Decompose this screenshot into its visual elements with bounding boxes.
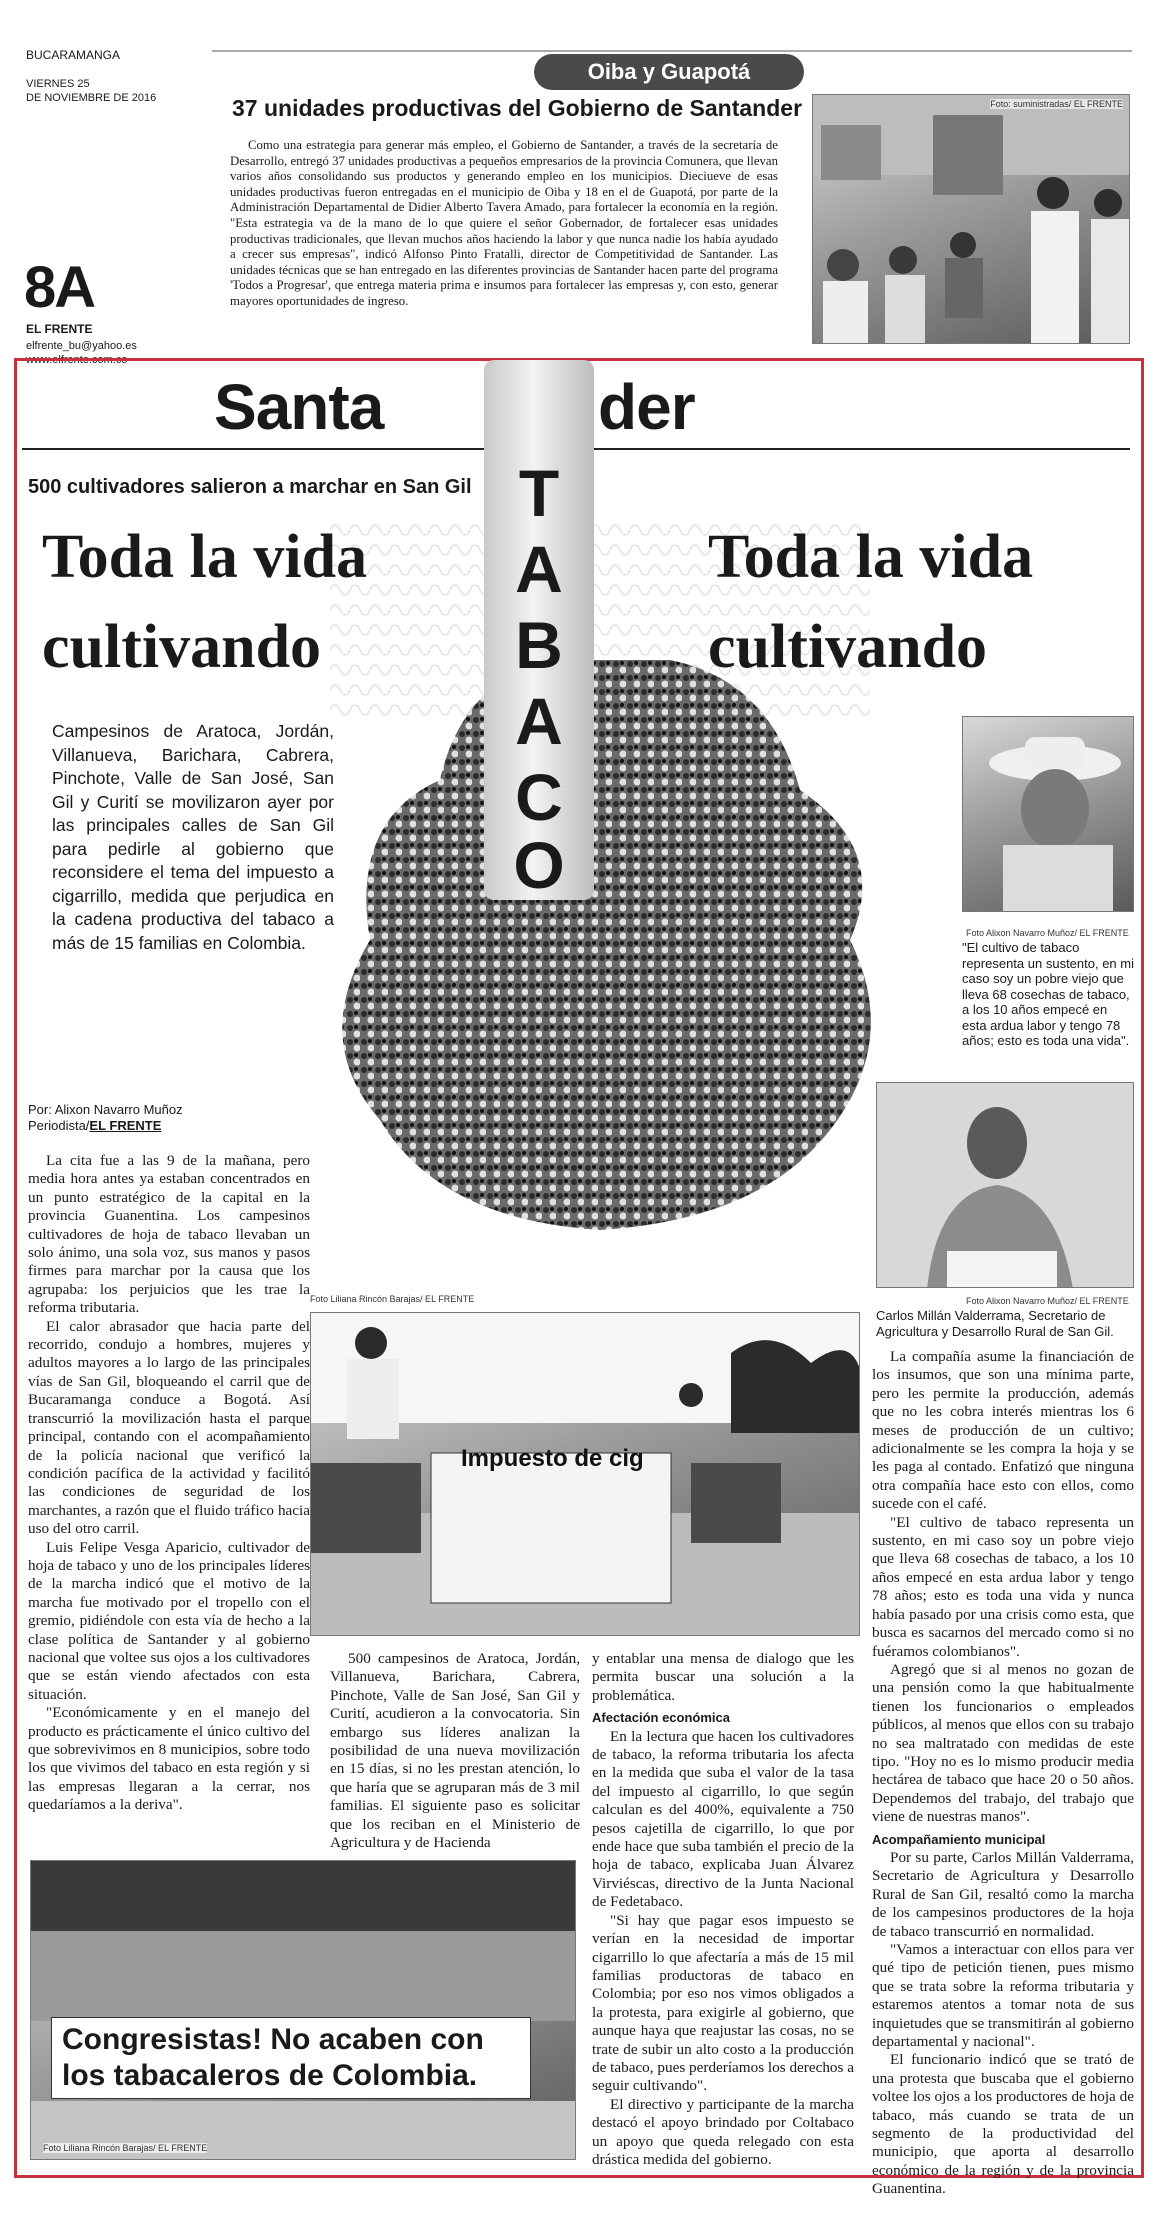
byline-paper: EL FRENTE [89,1118,162,1133]
tabaco-letter: A [515,532,563,606]
section-title-left: Santa [214,371,384,443]
tabaco-pillar [484,360,594,900]
col3-paragraph: "Si hay que pagar esos impuesto se verían en la necesidad de importar cigarrillo lo que afectaría a más de 15 mil familias productoras de tabaco en Colombia; por eso nos vimos obligados a la protesta, para exigirle al gobierno, que aunque haya que reajustar las cosas, no se trate de subir un alto costo a la producción de tabaco, pues perderíamos los derechos a seguir cultivando". [592,1911,854,2095]
portrait1-quote: "El cultivo de tabaco representa un sustento, en mi caso soy un pobre viejo que lleva 68 cosechas de tabaco, a los 10 años empecé en esta ardua labor y tengo 78 años; esto es toda una vida". [962,940,1134,1048]
banner-line-1: Congresistas! No acaben con [62,2023,484,2056]
march-sign-text: Impuesto de cig [461,1445,644,1472]
top-story-body: Como una estrategia para generar más empleo, el Gobierno de Santander, a través de la secretaría de Desarrollo, entregó 37 unidades productivas a pequeños empresarios de la provincia Comunera, que llevan varios años consolidando sus productos y generando empleo en los municipios. Dieciueve de esas unidades productivas fueron entregadas en el municipio de Oiba y 18 en el de Guapotá, por parte de la Administración Departamental de Didier Alberto Tavera Amado, para fortalecer la economía en la región. "Esta estrategia va de la mano de lo que quiere el señor Gobernador, de fortalecer esas unidades productivas tradicionales, que llevan muchos años haciendo la labor y que nunca nadie los había ayudado a crecer sus empresas", indicó Alfonso Pinto Fratalli, director de Competitividad de Santander. Las unidades técnicas que se han entregado en las diferentes provincias de Santander hacen parte del programa 'Todos a Progresar', que entrega materia prima e insumos para fortalecer las empresas y, con esto, generar mayores oportunidades de ingreso. [230,138,778,308]
banner-photo-credit: Foto Liliana Rincón Barajas/ EL FRENTE [43,2143,208,2153]
col1-paragraph: Luis Felipe Vesga Aparicio, cultivador de hoja de tabaco y uno de los principales líderes de la marcha indicó que el motivo de la marcha fue motivado por el tropello con el gremio, pidiéndole con esta vía de hecho a la clase política de Santander y al gobierno nacional que voltee sus ojos a los cultivadores que se están viendo afectados con esta situación. [28,1538,310,1703]
tabaco-letter: A [515,684,563,758]
portrait1-credit: Foto Alixon Navarro Muñoz/ EL FRENTE [966,928,1129,938]
farmer-portrait-icon [963,717,1134,912]
top-story-badge: Oiba y Guapotá [534,54,804,90]
email[interactable]: elfrente_bu@yahoo.es [26,340,137,352]
date-line-1: VIERNES 25 [26,78,90,90]
kicker: 500 cultivadores salieron a marchar en San Gil [28,476,472,498]
col4-paragraph: Agregó que si al menos no gozan de una pensión como la que habitualmente tienen los funcionarios o empleados públicos, al menos que ellos con su trabajo no sea maltratado con medidas de este tipo. "Hoy no es lo mismo producir media hectárea de tabaco que hace 20 o 50 años. Dependemos del trabajo, del trabajo que viene de nuestras manos". [872,1660,1134,1826]
tabaco-letter: C [515,760,563,834]
date-line-2: DE NOVIEMBRE DE 2016 [26,92,157,104]
col1-paragraph: El calor abrasador que hacia parte del recorrido, condujo a hombres, mujeres y adultos mayores a lo largo de las principales vías de San Gil, bloqueando el carril que de Bucaramanga conduce a Bogotá. Así transcurrió la movilización hasta el parque principal, contando con el acompañamiento de la policía nacional que verificó la condición pacífica de la actividad y facilitó las condiciones de seguridad de los marchantes, a razón que el fluido tráfico hacia uso del otro carril. [28,1317,310,1538]
col4-paragraph: El funcionario indicó que se trató de una protesta que buscaba que el gobierno voltee los ojos a los productores de hoja de tabaco, más cuando se trata de un segmento de la productividad del municipio, que aporta al desarrollo económico de la región y de la provincia Guanentina. [872,2051,1134,2198]
col4-paragraph: La compañía asume la financiación de los insumos, que son una mínima parte, pero les permite la producción, además que no les cobra interés mientras los 6 meses de producción de un cultivo; adicionalmente se les compra la hoja y se les paga al contado. Enfatizó que ninguna otra compañía hace esto con ellos, como sucede con el café. [872,1348,1134,1513]
page-number: 8A [24,255,95,320]
march-scene-icon [311,1313,860,1636]
col3-intro: y entablar una mensa de dialogo que les permita buscar una solución a la problemática. [592,1650,854,1704]
portrait-farmer-photo [962,716,1134,912]
secretary-portrait-icon [877,1083,1134,1288]
col3-paragraph: En la lectura que hacen los cultivadores de tabaco, la reforma tributaria los afecta en la medida que suba el valor de la tasa del impuesto al cigarrillo, lo que según calculan es del 400%, equivalente a 750 pesos cajetilla de cigarrillo, lo que por ende hace que suba también el precio de la hoja de tabaco, explicaba Juan Álvarez Virviéscas, directivo de la Junta Nacional de Fedetabaco. [592,1727,854,1911]
col4-paragraph: Por su parte, Carlos Millán Valderrama, Secretario de Agricultura y Desarrollo Rural de San Gil, resaltó como la marcha de los campesinos productores de la hoja de tabaco transcurrió en normalidad. [872,1848,1134,1940]
portrait-secretary-photo [876,1082,1134,1288]
lead-paragraph: Campesinos de Aratoca, Jordán, Villanueva, Barichara, Cabrera, Pinchote, Valle de San José, San Gil y Curití se movilizaron ayer por las principales calles de San Gil para pedirle al gobierno que reconsidere el tema del impuesto a cigarrillo, medida que perjudica en la cadena productiva del tabaco a más de 15 familias en Colombia. [52,721,334,953]
banner-photo [30,1860,576,2160]
meeting-photo-icon [813,95,1130,344]
top-story [212,50,1132,350]
col3-subhead: Afectación económica [592,1710,730,1726]
tabaco-letter: T [518,456,560,530]
column-1 [28,1152,310,1815]
byline-role [28,1118,161,1133]
col3-paragraph: El directivo y participante de la marcha destacó el apoyo brindado por Coltabaco un apoyo que queda relegado con esta drástica medida del gobierno. [592,2095,854,2168]
col2-paragraph: 500 campesinos de Aratoca, Jordán, Villanueva, Barichara, Cabrera, Pinchote, Valle de San José, San Gil y Curití, acudieron a la convocatoria. Sin embargo sus líderes analizan la posibilidad de una nueva movilización en 15 días, si no les prestan atención, lo que haría que se agruparan más de 3 mil familias. El siguiente paso es solicitar que los reciban en el Ministerio de Agricultura y de Hacienda [330,1650,580,1852]
banner-line-2: los tabacaleros de Colombia. [62,2059,478,2092]
paper-name: EL FRENTE [26,322,93,336]
byline: Por: Alixon Navarro Muñoz [28,1102,183,1117]
portrait2-credit: Foto Alixon Navarro Muñoz/ EL FRENTE [966,1296,1129,1306]
col1-paragraph: La cita fue a las 9 de la mañana, pero media hora antes ya estaban concentrados en un punto estratégico de la capital en la provincia Guanentina. Los campesinos cultivadores de hoja de tabaco llevaban un solo ánimo, una sola voz, sus manos y pasos firmes para marchar por la causa que los agrupaba: los perjuicios que les trae la reforma tributaria. [28,1152,310,1317]
tabaco-letter: B [515,608,563,682]
city-label: BUCARAMANGA [26,48,121,62]
col4-paragraph: "El cultivo de tabaco representa un sustento, en mi caso soy un pobre viejo que lleva 68 cosechas de tabaco, a los 10 años empecé en esta ardua labor y tengo 78 años; esto es toda una vida y nunca había pasado por una crisis como esta, que busca es sacarnos del mercado como si no fuéramos colombianos". [872,1513,1134,1660]
col4-subhead: Acompañamiento municipal [872,1831,1046,1847]
col1-paragraph: "Económicamente y en el manejo del producto es prácticamente el único cultivo del que sobrevivimos en 8 municipios, sobre todo los que vivimos del tabaco en esta región y si las empresas llegaran a la cerrar, nos quedaríamos a la deriva". [28,1704,310,1814]
byline-role-text: Periodista/ [28,1118,90,1133]
section-title-right: der [598,371,695,443]
col4-paragraph: "Vamos a interactuar con ellos para ver qué tipo de petición tienen, pues mismo que se trata sobre la reforma tributaria y estaremos atentos a tomar nota de sus inquietudes que se transmitirán al gobierno departamental y nacional". [872,1941,1134,2051]
headline-left-1: Toda la vida [42,523,368,591]
march-photo [310,1312,860,1636]
center-illustration-credit: Foto Liliana Rincón Barajas/ EL FRENTE [310,1294,475,1304]
website[interactable]: www.elfrente.com.co [26,354,128,366]
top-story-photo-credit: Foto: suministradas/ EL FRENTE [990,99,1123,109]
column-2 [330,1650,580,1852]
column-3 [592,1650,854,2169]
banner-sign [51,2017,531,2099]
portrait2-caption: Carlos Millán Valderrama, Secretario de Agricultura y Desarrollo Rural de San Gil. [876,1308,1114,1339]
crowd-scene-icon [31,1861,576,2160]
tabaco-letter: O [513,828,565,902]
headline-right-1: Toda la vida [708,523,1034,591]
headline-right-2: cultivando [708,613,988,681]
headline-left-2: cultivando [42,613,322,681]
column-4 [872,1348,1134,2199]
top-story-headline: 37 unidades productivas del Gobierno de Santander [232,95,803,121]
top-story-photo [812,94,1130,344]
